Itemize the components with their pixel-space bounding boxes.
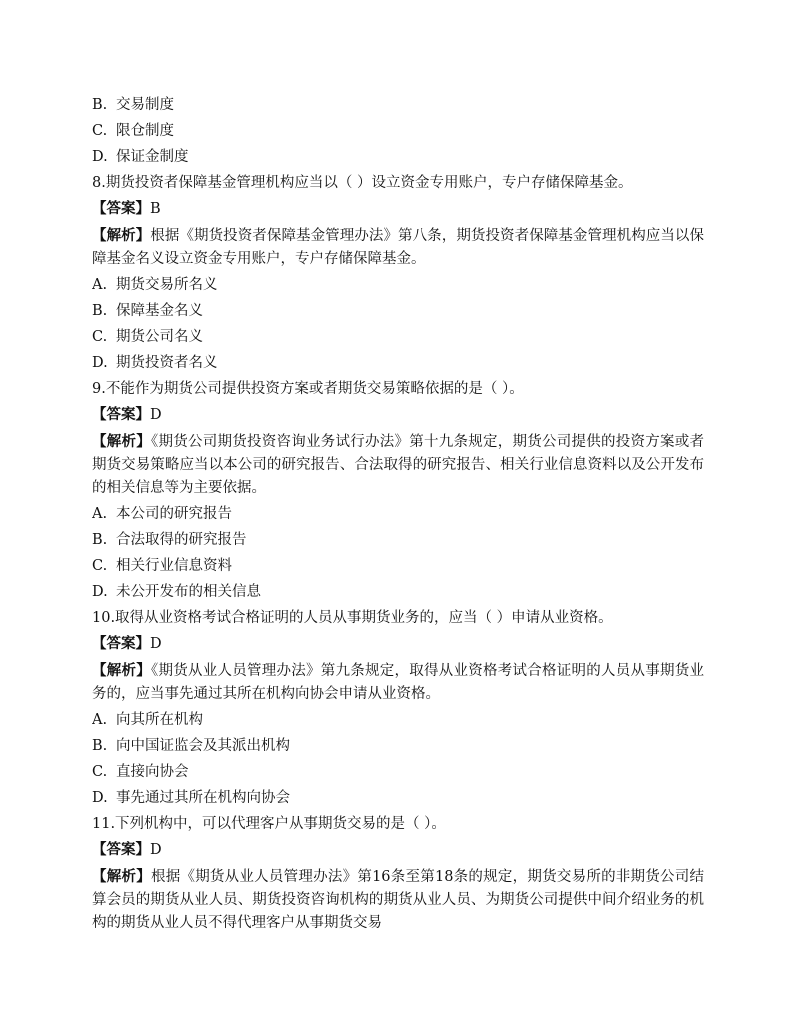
option-letter: D. — [92, 355, 108, 371]
option-text: 未公开发布的相关信息 — [116, 584, 261, 600]
option-item — [92, 350, 704, 376]
option-letter: C. — [92, 123, 108, 139]
option-text: 期货交易所名义 — [116, 277, 218, 293]
option-item — [92, 707, 704, 733]
answer-value: B — [150, 201, 161, 217]
analysis-text: 根据《期货从业人员管理办法》第16条至第18条的规定，期货交易所的非期货公司结算会员的期货从业人员、期货投资咨询机构的期货从业人员、为期货公司提供中间介绍业务的机构的期货从业人员不得代理客户从事期货交易 — [92, 869, 705, 931]
question-stem: 9.不能作为期货公司提供投资方案或者期货交易策略依据的是（ ）。 — [92, 381, 524, 397]
option-letter: C. — [92, 329, 108, 345]
option-letter: A. — [92, 277, 108, 293]
option-item — [92, 501, 704, 527]
option-text: 事先通过其所在机构向协会 — [116, 790, 290, 806]
option-text: 保障基金名义 — [116, 303, 203, 319]
analysis-paragraph — [92, 430, 704, 500]
option-text: 期货公司名义 — [116, 329, 203, 345]
option-letter: C. — [92, 764, 108, 780]
option-item — [92, 553, 704, 579]
answer-line — [92, 631, 704, 657]
option-letter: B. — [92, 97, 108, 113]
analysis-text: 《期货公司期货投资咨询业务试行办法》第十九条规定，期货公司提供的投资方案或者期货交易策略应当以本公司的研究报告、合法取得的研究报告、相关行业信息资料以及公开发布的相关信息等为主要依据。 — [92, 434, 704, 496]
option-item — [92, 118, 704, 144]
option-letter: D. — [92, 584, 108, 600]
answer-label: 【答案】 — [92, 635, 150, 652]
analysis-paragraph — [92, 659, 704, 706]
option-letter: A. — [92, 712, 108, 728]
option-letter: B. — [92, 532, 108, 548]
answer-value: D — [150, 842, 162, 858]
analysis-paragraph — [92, 865, 704, 935]
answer-line — [92, 402, 704, 428]
analysis-label: 【解析】 — [92, 868, 151, 885]
answer-value: D — [150, 636, 162, 652]
question-stem: 10.取得从业资格考试合格证明的人员从事期货业务的，应当（ ）申请从业资格。 — [92, 610, 613, 626]
question-stem: 8.期货投资者保障基金管理机构应当以（ ）设立资金专用账户，专户存储保障基金。 — [92, 175, 633, 191]
option-letter: B. — [92, 738, 108, 754]
analysis-label: 【解析】 — [92, 433, 151, 450]
answer-value: D — [150, 407, 162, 423]
answer-label: 【答案】 — [92, 406, 150, 423]
option-text: 合法取得的研究报告 — [116, 532, 247, 548]
option-item — [92, 759, 704, 785]
option-letter: B. — [92, 303, 108, 319]
option-item — [92, 785, 704, 811]
analysis-text: 根据《期货投资者保障基金管理办法》第八条，期货投资者保障基金管理机构应当以保障基金名义设立资金专用账户，专户存储保障基金。 — [92, 228, 705, 267]
option-item — [92, 579, 704, 605]
option-letter: D. — [92, 149, 108, 165]
analysis-text: 《期货从业人员管理办法》第九条规定，取得从业资格考试合格证明的人员从事期货业务的，应当事先通过其所在机构向协会申请从业资格。 — [92, 663, 704, 702]
answer-label: 【答案】 — [92, 841, 150, 858]
option-item — [92, 298, 704, 324]
option-text: 本公司的研究报告 — [116, 506, 232, 522]
answer-label: 【答案】 — [92, 200, 150, 217]
option-item — [92, 92, 704, 118]
option-text: 交易制度 — [116, 97, 174, 113]
option-item — [92, 527, 704, 553]
question-stem: 11.下列机构中，可以代理客户从事期货交易的是（ ）。 — [92, 816, 446, 832]
option-item — [92, 324, 704, 350]
option-item — [92, 144, 704, 170]
answer-line — [92, 196, 704, 222]
analysis-label: 【解析】 — [92, 227, 151, 244]
document-page — [92, 92, 704, 936]
option-text: 向中国证监会及其派出机构 — [116, 738, 290, 754]
option-item — [92, 272, 704, 298]
option-text: 期货投资者名义 — [116, 355, 218, 371]
option-item — [92, 733, 704, 759]
option-text: 直接向协会 — [116, 764, 189, 780]
option-text: 限仓制度 — [116, 123, 174, 139]
option-letter: C. — [92, 558, 108, 574]
answer-line — [92, 837, 704, 863]
analysis-label: 【解析】 — [92, 662, 151, 679]
option-letter: A. — [92, 506, 108, 522]
option-letter: D. — [92, 790, 108, 806]
option-text: 保证金制度 — [116, 149, 189, 165]
analysis-paragraph — [92, 224, 704, 271]
option-text: 向其所在机构 — [116, 712, 203, 728]
option-text: 相关行业信息资料 — [116, 558, 232, 574]
